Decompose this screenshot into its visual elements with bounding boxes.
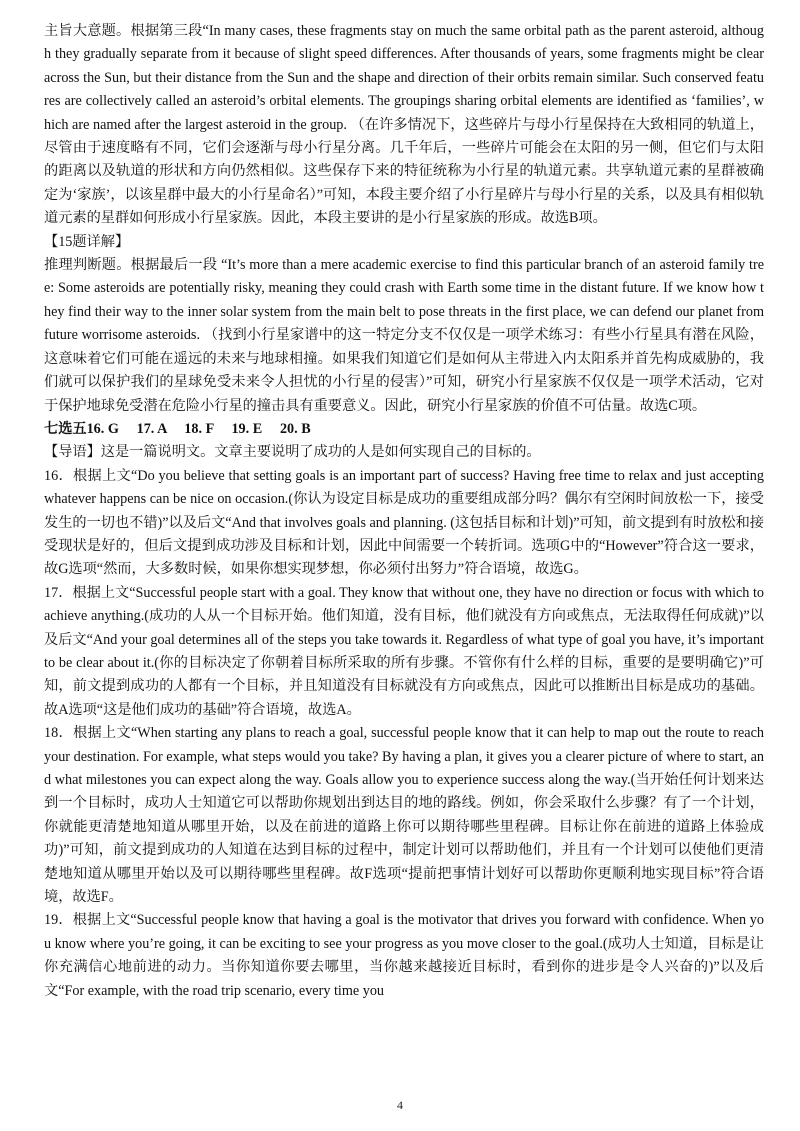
paragraph-q19: 19．根据上文“Successful people know that having a goal is the motivator that drives you forward with confidence. When you know where you’re going, it can be exciting to see your progress as you move closer to the goal.(成功人士知道，目标是让你充满信心地前进的动力。当你知道你要去哪里，当你越来越接近目标时，看到你的进步是令人兴奋的)”以及后文“For example, with the road trip scenario, every time you	[44, 912, 764, 999]
paragraph-q14-analysis: 主旨大意题。根据第三段“In many cases, these fragments stay on much the same orbital path as the parent asteroid, although they gradually separate from it because of slight speed differences. After thousands of years, some fragments might be clear across the Sun, but their distance from the Sun and the shape and direction of their orbits remain similar. Such conserved features are collectively called an asteroid’s orbital elements. The groupings sharing orbital elements are identified as ‘families’, which are named after the largest asteroid in the group. （在许多情况下，这些碎片与母小行星保持在大致相同的轨道上，尽管由于速度略有不同，它们会逐渐与母小行星分离。几千年后，一些碎片可能会在太阳的另一侧，但它们与太阳的距离以及轨道的形状和方向仍然相似。这些保存下来的特征统称为小行星的轨道元素。共享轨道元素的星群被确定为‘家族’，以该星群中最大的小行星命名）”可知，本段主要介绍了小行星碎片与母小行星的关系，以及具有相似轨道元素的星群如何形成小行星家族。因此，本段主要讲的是小行星家族的形成。故选B项。	[44, 23, 764, 227]
answers-line: 七选五16. G 17. A 18. F 19. E 20. B	[44, 420, 311, 437]
paragraph-q16: 16．根据上文“Do you believe that setting goals is an important part of success? Having free time to relax and just accepting whatever happens can be nice on occasion.(你认为设定目标是成功的重要组成部分吗？偶尔有空闲时间放松一下，接受发生的一切也不错)”以及后文“And that involves goals and planning. (这包括目标和计划)”可知，前文提到有时放松和接受现状是好的，但后文提到成功涉及目标和计划，因此中间需要一个转折词。选项G中的“However”符合这一要求，故G选项“然而，大多数时候，如果你想实现梦想，你必须付出努力”符合语境，故选G。	[44, 467, 764, 578]
page-number: 4	[397, 1098, 403, 1112]
paragraph-q15-analysis: 推理判断题。根据最后一段 “It’s more than a mere academic exercise to find this particular branch of an asteroid family tree: Some asteroids are potentially risky, meaning they could crash with Earth some time in the distant future. If we know how they find their way to the inner solar system from the main belt to pose threats in the first place, we can defend our planet from future worrisome asteroids. （找到小行星家谱中的这一特定分支不仅仅是一项学术练习：有些小行星具有潜在风险，这意味着它们可能在遥远的未来与地球相撞。如果我们知道它们是如何从主带进入内太阳系并首先构成威胁的，我们就可以保护我们的星球免受未来令人担忧的小行星的侵害）”可知，研究小行星家族不仅仅是一项学术活动，它对于保护地球免受潜在危险小行星的撞击具有重要意义。因此，研究小行星家族的价值不可估量。故选C项。	[44, 257, 764, 414]
paragraph-q18: 18．根据上文“When starting any plans to reach a goal, successful people know that it can help to map out the route to reach your destination. For example, what steps would you take? By having a plan, it gives you a clearer picture of where to start, and what milestones you can expect along the way. Goals allow you to experience success along the way.(当开始任何计划来达到一个目标时，成功人士知道它可以帮助你规划出到达目的地的路线。例如，你会采取什么步骤？有了一个计划，你就能更清楚地知道从哪里开始，以及在前进的道路上你可以期待哪些里程碑。目标让你在前进的道路上体验成功)”可知，前文提到成功的人知道在达到目标的过程中，制定计划可以帮助他们，并且有一个计划可以使他们更清楚地知道从哪里开始以及可以期待哪些里程碑。故F选项“提前把事情计划好可以帮助你更顺利地实现目标”符合语境，故选F。	[44, 725, 764, 906]
heading-q15: 【15题详解】	[44, 233, 130, 250]
paragraph-q17: 17．根据上文“Successful people start with a goal. They know that without one, they have no direction or focus with which to achieve anything.(成功的人从一个目标开始。他们知道，没有目标，他们就没有方向或焦点，无法取得任何成就)”以及后文“And your goal determines all of the steps you take towards it. Regardless of what type of goal you have, it’s important to be clear about it.(你的目标决定了你朝着目标所采取的所有步骤。不管你有什么样的目标，重要的是要明确它)”可知，前文提到成功的人都有一个目标，并且知道没有目标就没有方向或焦点，因此可以推断出目标是成功的基础。故A选项“这是他们成功的基础”符合语境，故选A。	[44, 584, 764, 718]
paragraph-intro: 【导语】这是一篇说明文。文章主要说明了成功的人是如何实现自己的目标的。	[44, 444, 541, 461]
